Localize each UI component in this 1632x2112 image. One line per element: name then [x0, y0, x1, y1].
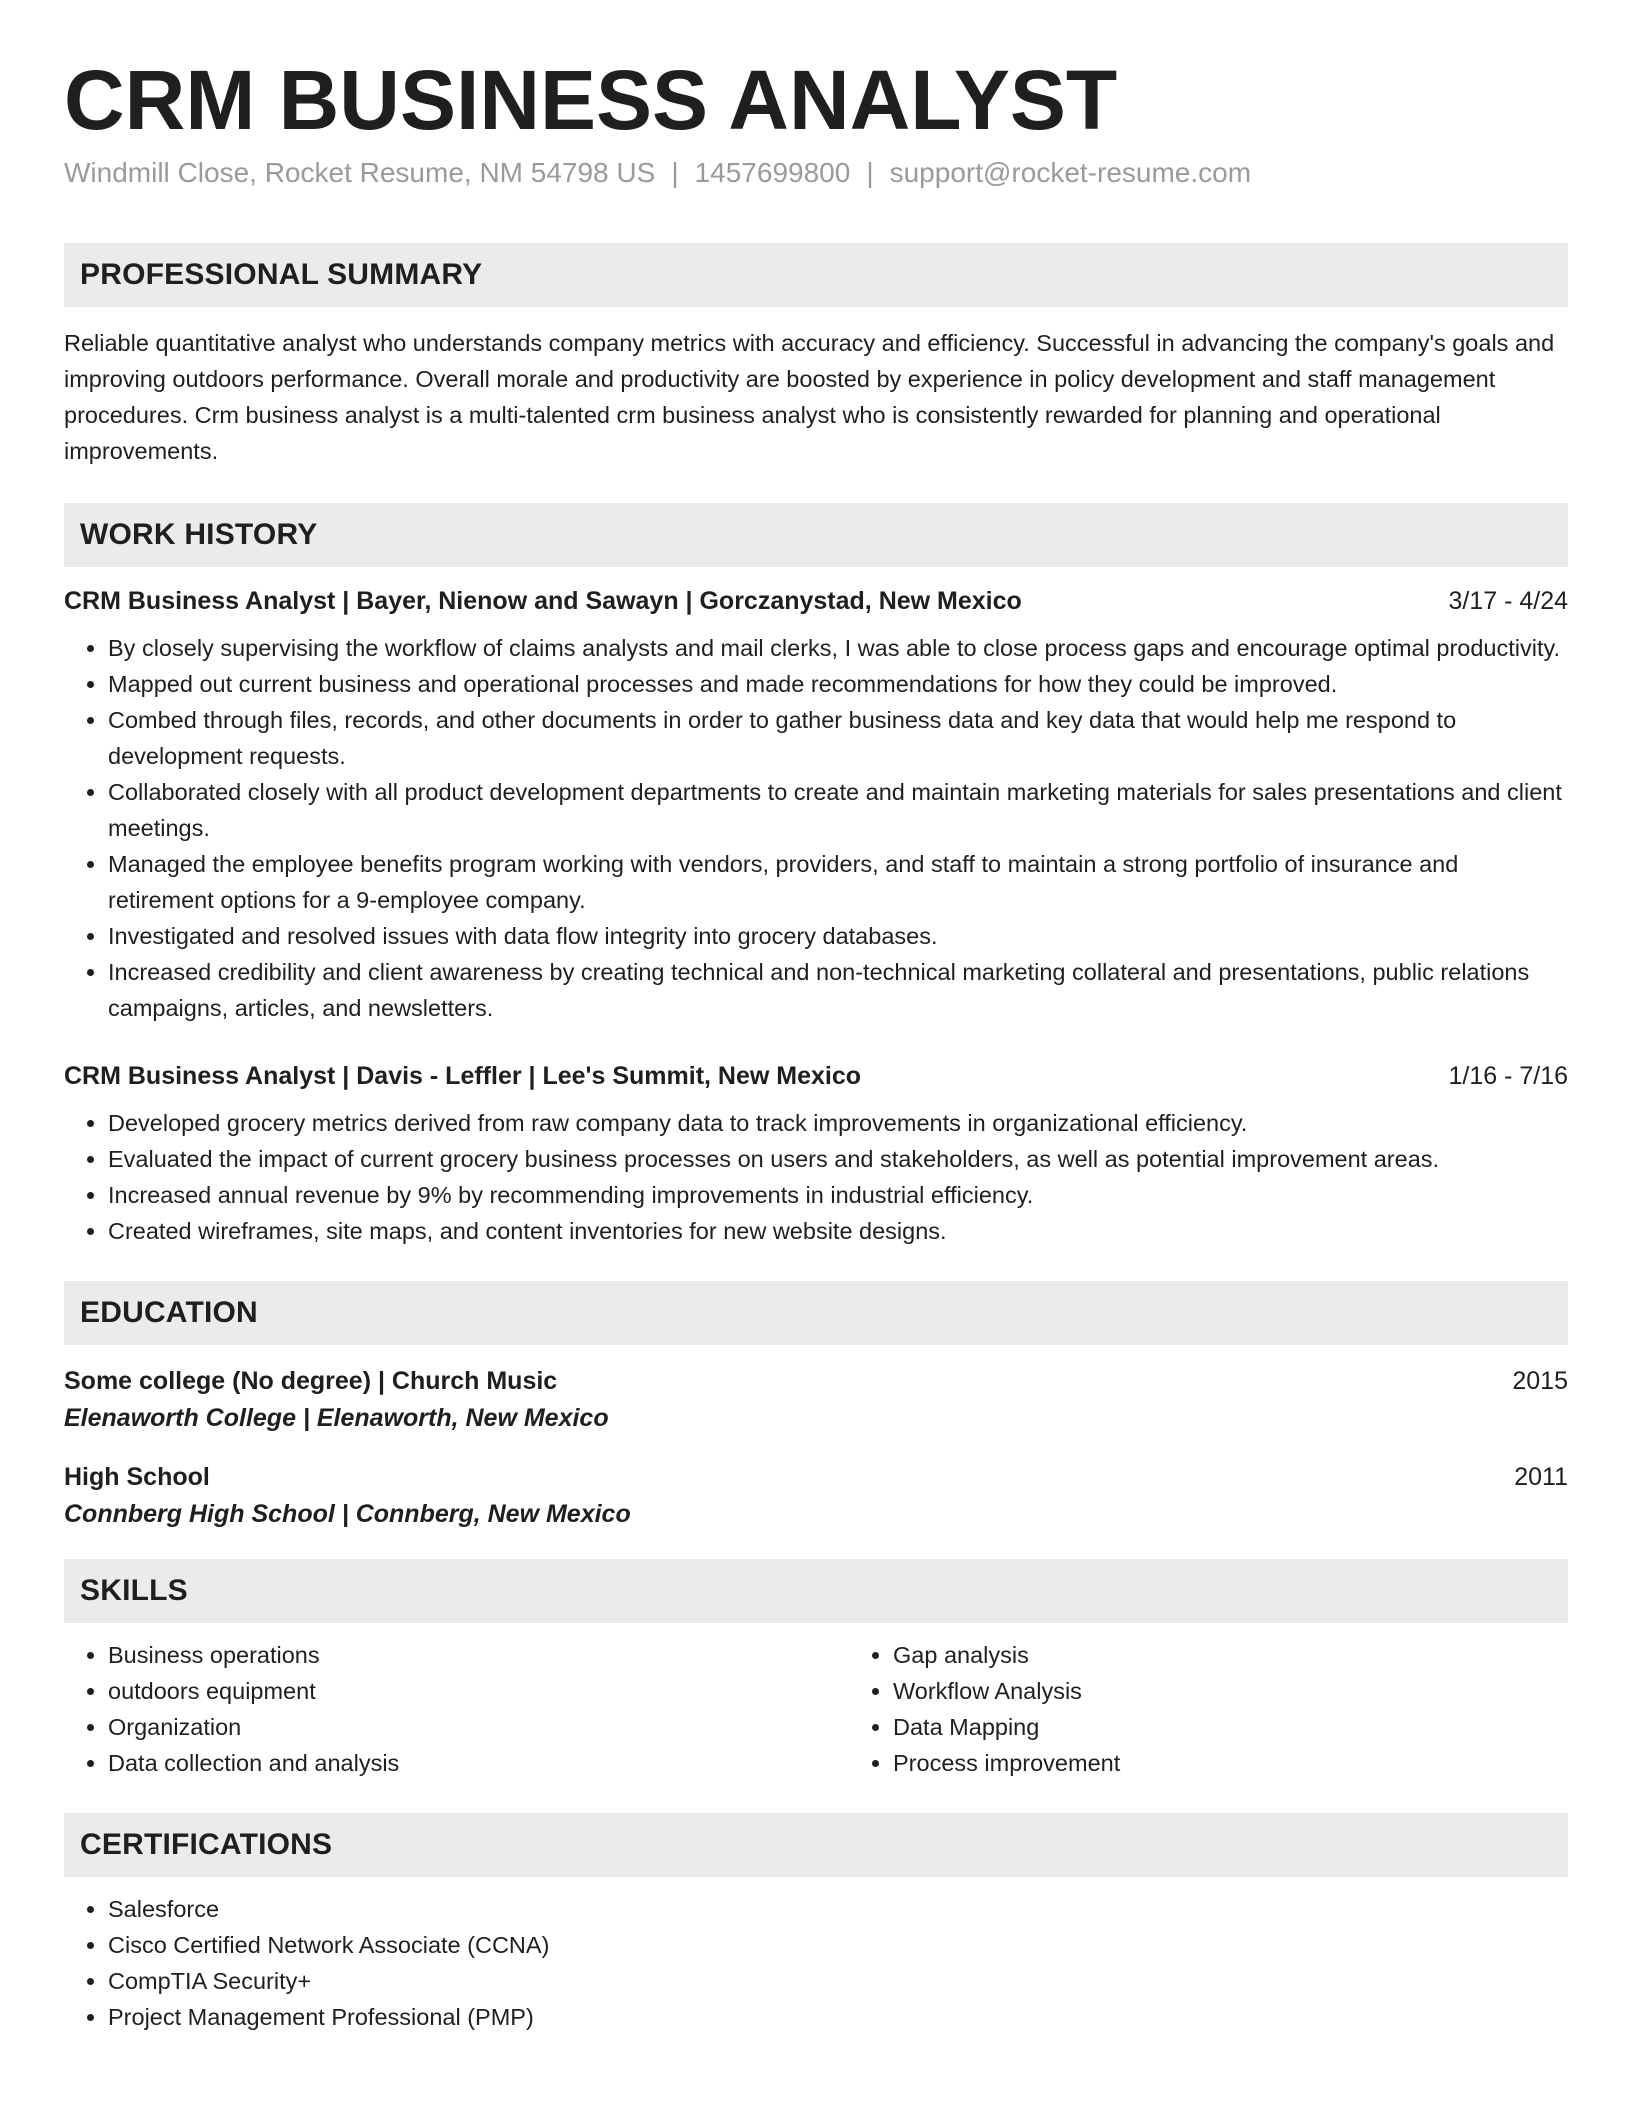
section-header-work-history	[64, 503, 1568, 567]
job-entry	[64, 1062, 1568, 1249]
education-entry	[64, 1367, 1568, 1433]
contact-separator: |	[671, 156, 679, 188]
job-title: CRM Business Analyst | Davis - Leffler | Lee's Summit, New Mexico	[64, 1061, 862, 1090]
section-title: SKILLS	[80, 1573, 188, 1607]
education-school: Connberg High School | Connberg, New Mexico	[64, 1499, 631, 1528]
list-item: • Business operations	[108, 1637, 849, 1673]
list-item: • Process improvement	[893, 1745, 1120, 1781]
section-title: CERTIFICATIONS	[80, 1827, 333, 1861]
education-year: 2011	[1514, 1462, 1568, 1491]
list-item: • Collaborated closely with all product development departments to create and maintain marketing materials for sales presentations and client meetings.	[108, 774, 1568, 846]
summary-text: Reliable quantitative analyst who understands company metrics with accuracy and efficiency. Successful in advancing the company's goals and improving outdoors performance. Overall morale and productivity are boosted by experience in policy development and staff management procedures. Crm business analyst is a multi-talented crm business analyst who is consistently rewarded for planning and operational improvements.	[64, 329, 1555, 464]
list-item: • Increased credibility and client awareness by creating technical and non-technical marketing collateral and presentations, public relations campaigns, articles, and newsletters.	[108, 954, 1568, 1026]
section-title: WORK HISTORY	[80, 517, 318, 551]
list-item: • By closely supervising the workflow of claims analysts and mail clerks, I was able to close process gaps and encourage optimal productivity.	[108, 630, 1568, 666]
job-dates: 3/17 - 4/24	[1448, 586, 1568, 615]
list-item: • Mapped out current business and operational processes and made recommendations for how they could be improved.	[108, 666, 1568, 702]
list-item: • Data collection and analysis	[108, 1745, 849, 1781]
list-item: • Created wireframes, site maps, and content inventories for new website designs.	[108, 1213, 1568, 1249]
list-item: • Managed the employee benefits program working with vendors, providers, and staff to maintain a strong portfolio of insurance and retirement options for a 9-employee company.	[108, 846, 1568, 918]
section-title: PROFESSIONAL SUMMARY	[80, 257, 483, 291]
education-school: Elenaworth College | Elenaworth, New Mexico	[64, 1403, 609, 1432]
list-item: • Developed grocery metrics derived from raw company data to track improvements in organizational efficiency.	[108, 1105, 1568, 1141]
list-item: • Combed through files, records, and other documents in order to gather business data and key data that would help me respond to development requests.	[108, 702, 1568, 774]
job-header	[64, 1062, 1568, 1091]
candidate-name: CRM BUSINESS ANALYST	[64, 53, 1118, 147]
contact-separator: |	[866, 156, 874, 188]
education-header	[64, 1463, 1568, 1492]
section-header-summary	[64, 243, 1568, 307]
skills-list-left	[64, 1637, 849, 1781]
job-bullets	[64, 630, 1568, 1026]
contact-address: Windmill Close, Rocket Resume, NM 54798 US	[64, 156, 656, 188]
list-item: • Salesforce	[108, 1891, 1568, 1927]
list-item: • Organization	[108, 1709, 849, 1745]
job-entry	[64, 587, 1568, 1026]
list-item: • Cisco Certified Network Associate (CCNA)	[108, 1927, 1568, 1963]
job-title: CRM Business Analyst | Bayer, Nienow and Sawayn | Gorczanystad, New Mexico	[64, 586, 1022, 615]
list-item: • outdoors equipment	[108, 1673, 849, 1709]
contact-line	[64, 155, 1568, 191]
education-header	[64, 1367, 1568, 1396]
certifications-list	[64, 1891, 1568, 2035]
contact-phone: 1457699800	[694, 156, 851, 188]
section-header-certifications	[64, 1813, 1568, 1877]
section-header-education	[64, 1281, 1568, 1345]
list-item: • Workflow Analysis	[893, 1673, 1120, 1709]
education-title: Some college (No degree) | Church Music	[64, 1366, 558, 1395]
job-bullets	[64, 1105, 1568, 1249]
section-header-skills	[64, 1559, 1568, 1623]
job-header	[64, 587, 1568, 616]
list-item: • Investigated and resolved issues with data flow integrity into grocery databases.	[108, 918, 1568, 954]
skills-list-right	[849, 1637, 1120, 1781]
skills-columns	[64, 1637, 1568, 1781]
education-entry	[64, 1463, 1568, 1529]
list-item: • Increased annual revenue by 9% by recommending improvements in industrial efficiency.	[108, 1177, 1568, 1213]
list-item: • CompTIA Security+	[108, 1963, 1568, 1999]
list-item: • Data Mapping	[893, 1709, 1120, 1745]
list-item: • Project Management Professional (PMP)	[108, 1999, 1568, 2035]
education-title: High School	[64, 1462, 210, 1491]
list-item: • Gap analysis	[893, 1637, 1120, 1673]
contact-email: support@rocket-resume.com	[889, 156, 1252, 188]
education-year: 2015	[1512, 1366, 1568, 1395]
job-dates: 1/16 - 7/16	[1448, 1061, 1568, 1090]
list-item: • Evaluated the impact of current grocery business processes on users and stakeholders, as well as potential improvement areas.	[108, 1141, 1568, 1177]
section-title: EDUCATION	[80, 1295, 258, 1329]
